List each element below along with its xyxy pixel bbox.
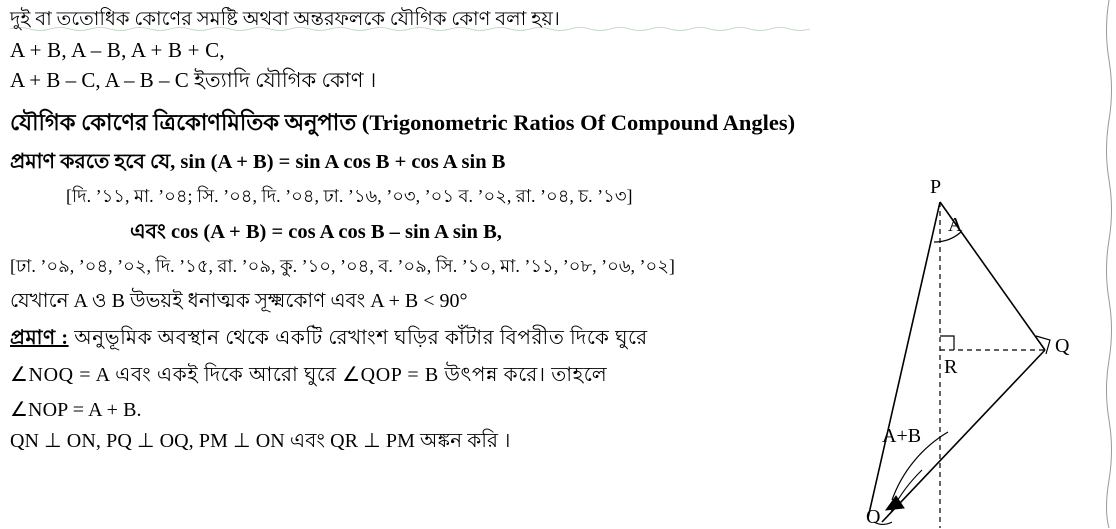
intro-line-2: A + B, A – B, A + B + C, [10, 37, 225, 62]
label-Q: Q [1055, 335, 1070, 357]
right-angle-R [940, 336, 954, 350]
statement-sin: প্রমাণ করতে হবে যে, sin (A + B) = sin A cos B + cos A sin B [10, 151, 506, 174]
section-heading-bangla: যৌগিক কোণের ত্রিকোণমিতিক অনুপাত [10, 110, 362, 136]
section-heading [10, 105, 860, 143]
label-angle-A-plus-B: A+B [882, 425, 922, 447]
label-P: P [930, 176, 942, 198]
intro-line-1: দুই বা ততোধিক কোণের সমষ্টি অথবা অন্তরফলকে যৌগিক কোণ বলা হয়। [10, 9, 560, 30]
proof-line-3: ∠NOP = A + B. [10, 399, 142, 422]
proof-label: প্রমাণ : [10, 327, 69, 350]
proof-first-line [10, 323, 860, 356]
proof-line-2: ∠NOQ = A এবং একই দিকে আরো ঘুরে ∠QOP = B উৎপন্ন করে। তাহলে [10, 364, 608, 387]
proof-line-1: অনুভূমিক অবস্থান থেকে একটি রেখাংশ ঘড়ির কাঁটার বিপরীত দিকে ঘুরে [74, 327, 648, 350]
proof-line-4: QN ⊥ ON, PQ ⊥ OQ, PM ⊥ ON এবং QR ⊥ PM অঙ্কন করি । [10, 430, 511, 453]
reference-sin: [দি. ’১১, মা. ’০৪; সি. ’০৪, দি. ’০৪, ঢা. ’১৬, ’০৩, ’০১ ব. ’০২, রা. ’০৪, চ. ’১৩] [66, 186, 633, 207]
arrow-head-AplusB [886, 496, 904, 510]
geometry-figure [830, 170, 1116, 528]
condition-line: যেখানে A ও B উভয়ই ধনাত্মক সূক্ষ্মকোণ এবং A + B < 90° [10, 290, 468, 313]
section-heading-english: (Trigonometric Ratios Of Compound Angles) [361, 110, 796, 136]
scan-artifact-top [10, 26, 810, 32]
figure-svg [830, 170, 1116, 528]
segment-PO [868, 202, 940, 518]
label-R: R [944, 356, 958, 378]
intro-line-3: A + B – C, A – B – C ইত্যাদি যৌগিক কোণ । [10, 67, 377, 92]
statement-cos: এবং cos (A + B) = cos A cos B – sin A sin B, [130, 221, 502, 244]
label-O: O [866, 506, 881, 528]
label-angle-A: A [948, 214, 963, 236]
reference-cos: [ঢা. ’০৯, ’০৪, ’০২, দি. ’১৫, রা. ’০৯, কু. ’১০, ’০৪, ব. ’০৯, সি. ’১০, মা. ’১১, ’০৮, ’০৬, ’০২] [10, 256, 675, 277]
